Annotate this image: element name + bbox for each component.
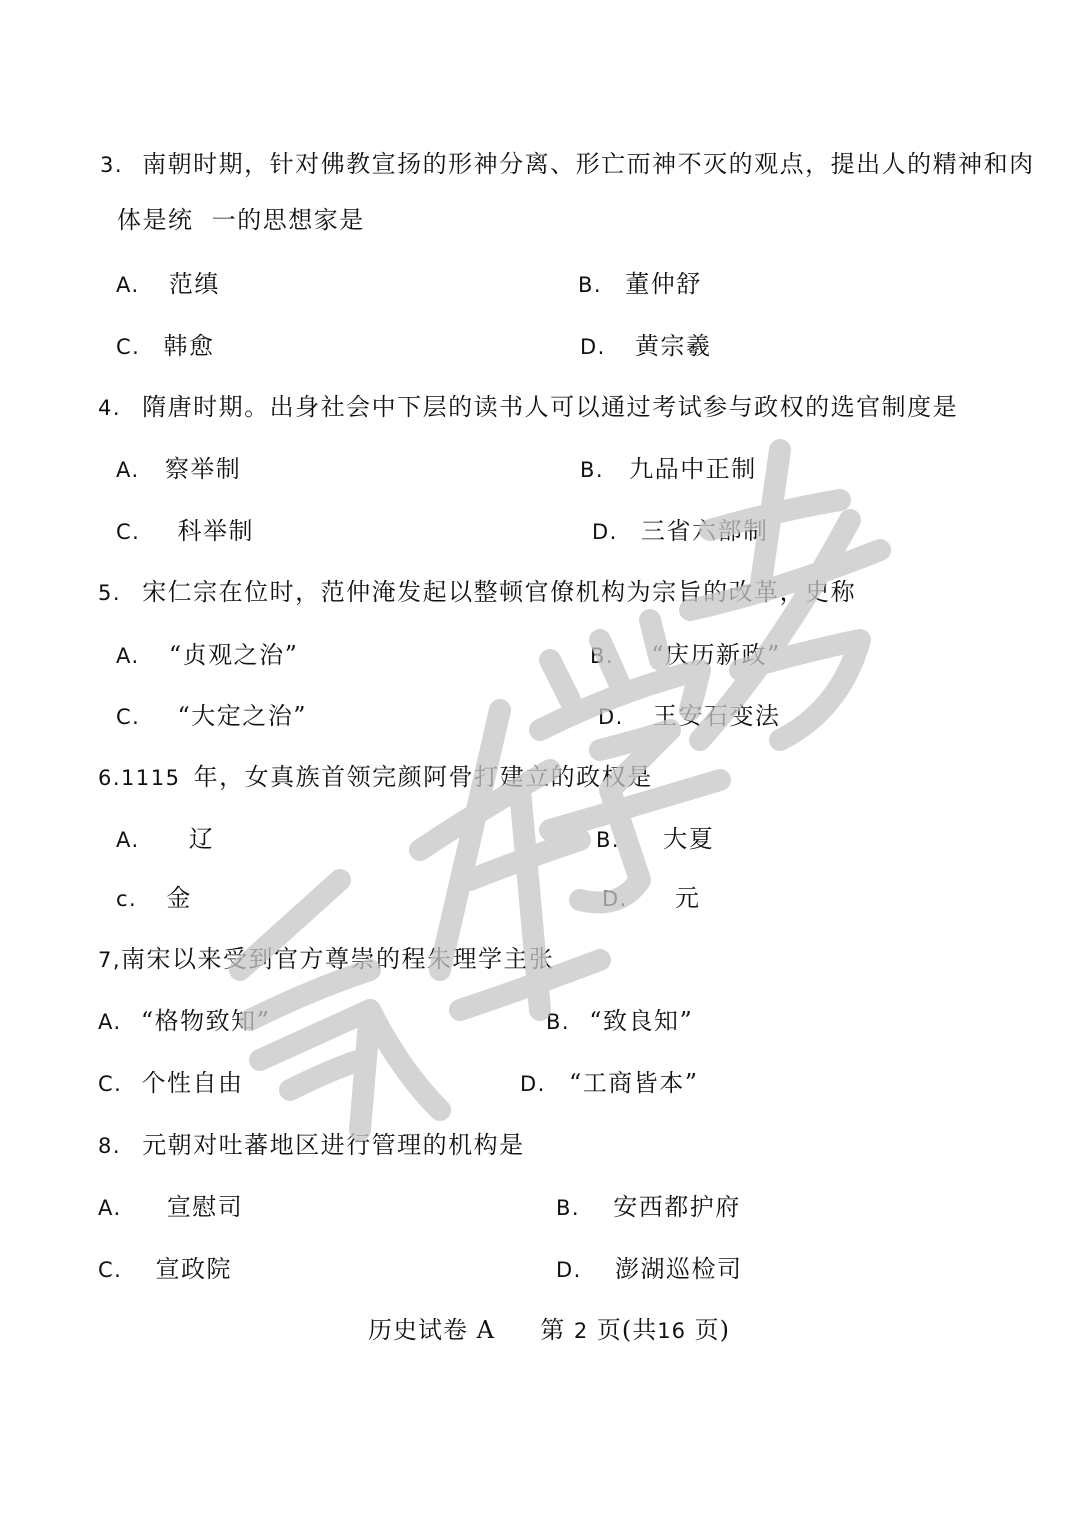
option-label: B. <box>580 458 605 482</box>
option-label: C. <box>116 520 141 544</box>
option-text: 王安石变法 <box>653 702 781 730</box>
option-label: D. <box>602 887 628 911</box>
q3-stem-text: 南朝时期，针对佛教宣扬的形神分离、形亡而神不灭的观点，提出人的精神和肉 <box>142 150 1035 178</box>
option-label: A. <box>98 1196 122 1220</box>
q7-option-b <box>546 1001 693 1036</box>
option-label: C. <box>116 705 141 729</box>
option-text: “致良知” <box>589 1007 694 1035</box>
option-text: 察举制 <box>164 455 242 483</box>
option-label: D. <box>520 1072 546 1096</box>
q4-option-d <box>592 511 769 546</box>
option-label: B. <box>546 1010 571 1034</box>
option-label: A. <box>116 273 140 297</box>
option-text: 黄宗羲 <box>635 332 712 360</box>
option-label: B. <box>556 1196 581 1220</box>
option-label: D. <box>556 1258 582 1282</box>
option-text: “大定之治” <box>177 702 308 730</box>
q8-option-d <box>556 1249 743 1284</box>
q5-stem-text: 宋仁宗在位时，范仲淹发起以整顿官僚机构为宗旨的改革，史称 <box>142 578 857 606</box>
option-text: 大夏 <box>663 825 715 853</box>
option-label: A. <box>116 828 140 852</box>
q7-option-a <box>98 1001 270 1036</box>
option-label: A. <box>116 644 140 668</box>
q3-option-b <box>578 264 702 299</box>
option-label: A. <box>98 1010 122 1034</box>
page-prefix: 第 <box>540 1316 566 1344</box>
q4-option-c <box>116 511 254 546</box>
q6-option-b <box>596 819 714 854</box>
q8-option-c <box>98 1249 232 1284</box>
q8-stem <box>98 1125 525 1160</box>
option-text: 科举制 <box>177 517 254 545</box>
option-text: 宣慰司 <box>166 1193 244 1221</box>
option-label: c. <box>116 887 138 911</box>
page-number: 2 <box>573 1319 589 1343</box>
option-label: A. <box>116 458 140 482</box>
option-label: D. <box>592 520 618 544</box>
page-total: 16 <box>657 1319 687 1343</box>
q4-option-b <box>580 449 757 484</box>
q6-year: 1115 <box>121 766 181 790</box>
q4-number: 4. <box>98 396 122 420</box>
q5-number: 5. <box>98 581 122 605</box>
q7-stem <box>98 939 555 974</box>
q3-option-a <box>116 264 220 299</box>
q8-number: 8. <box>98 1134 122 1158</box>
option-label: B. <box>578 273 603 297</box>
q6-stem <box>98 757 653 792</box>
option-label: D. <box>580 335 606 359</box>
option-label: B. <box>590 644 615 668</box>
option-text: 宣政院 <box>155 1255 232 1283</box>
q8-stem-text: 元朝对吐蕃地区进行管理的机构是 <box>142 1131 525 1159</box>
q5-stem <box>98 572 856 607</box>
q3-stem-line1 <box>100 144 1035 179</box>
option-label: C. <box>116 335 141 359</box>
q6-option-d <box>602 878 701 913</box>
q7-number: 7, <box>98 948 122 972</box>
q6-option-c <box>116 878 192 913</box>
q5-option-b <box>590 635 781 670</box>
option-label: C. <box>98 1258 123 1282</box>
option-text: 安西都护府 <box>613 1193 741 1221</box>
option-text: “贞观之治” <box>168 641 299 669</box>
option-text: 辽 <box>188 825 215 853</box>
option-text: 韩愈 <box>163 332 215 360</box>
q8-option-a <box>98 1187 243 1222</box>
q7-option-d <box>520 1063 699 1098</box>
option-text: 澎湖巡检司 <box>615 1255 743 1283</box>
paper-name: 历史试卷 A <box>368 1316 495 1344</box>
q5-option-a <box>116 635 298 670</box>
option-text: “工商皆本” <box>569 1069 699 1097</box>
option-text: 三省六部制 <box>641 517 769 545</box>
q7-stem-text: 南宋以来受到官方尊崇的程朱理学主张 <box>121 945 555 973</box>
q3-option-d <box>580 326 712 361</box>
option-text: 九品中正制 <box>629 455 757 483</box>
page-mid: 页(共 <box>596 1316 658 1344</box>
q4-stem <box>98 387 958 422</box>
option-text: 元 <box>675 884 701 912</box>
q6-option-a <box>116 819 214 854</box>
option-label: C. <box>98 1072 123 1096</box>
q5-option-d <box>598 696 781 731</box>
option-text: “格物致知” <box>140 1007 271 1035</box>
page-footer <box>368 1310 730 1345</box>
q3-stem-line2: 体是统 一的思想家是 <box>117 206 365 234</box>
q4-option-a <box>116 449 241 484</box>
q6-stem-text: 年，女真族首领完颜阿骨打建立的政权是 <box>193 763 653 791</box>
q7-option-c <box>98 1063 243 1098</box>
option-text: “庆历新政” <box>651 641 781 669</box>
option-text: 董仲舒 <box>625 270 702 298</box>
option-text: 金 <box>166 884 192 912</box>
q5-option-c <box>116 696 307 731</box>
page-suffix: 页) <box>694 1316 731 1344</box>
q3-option-c <box>116 326 214 361</box>
q8-option-b <box>556 1187 741 1222</box>
q4-stem-text: 隋唐时期。出身社会中下层的读书人可以通过考试参与政权的选官制度是 <box>142 393 959 421</box>
option-label: B. <box>596 828 621 852</box>
option-text: 个性自由 <box>141 1069 244 1097</box>
q3-number: 3. <box>100 153 124 177</box>
option-text: 范缜 <box>168 270 220 298</box>
option-label: D. <box>598 705 624 729</box>
q6-number: 6. <box>98 766 122 790</box>
